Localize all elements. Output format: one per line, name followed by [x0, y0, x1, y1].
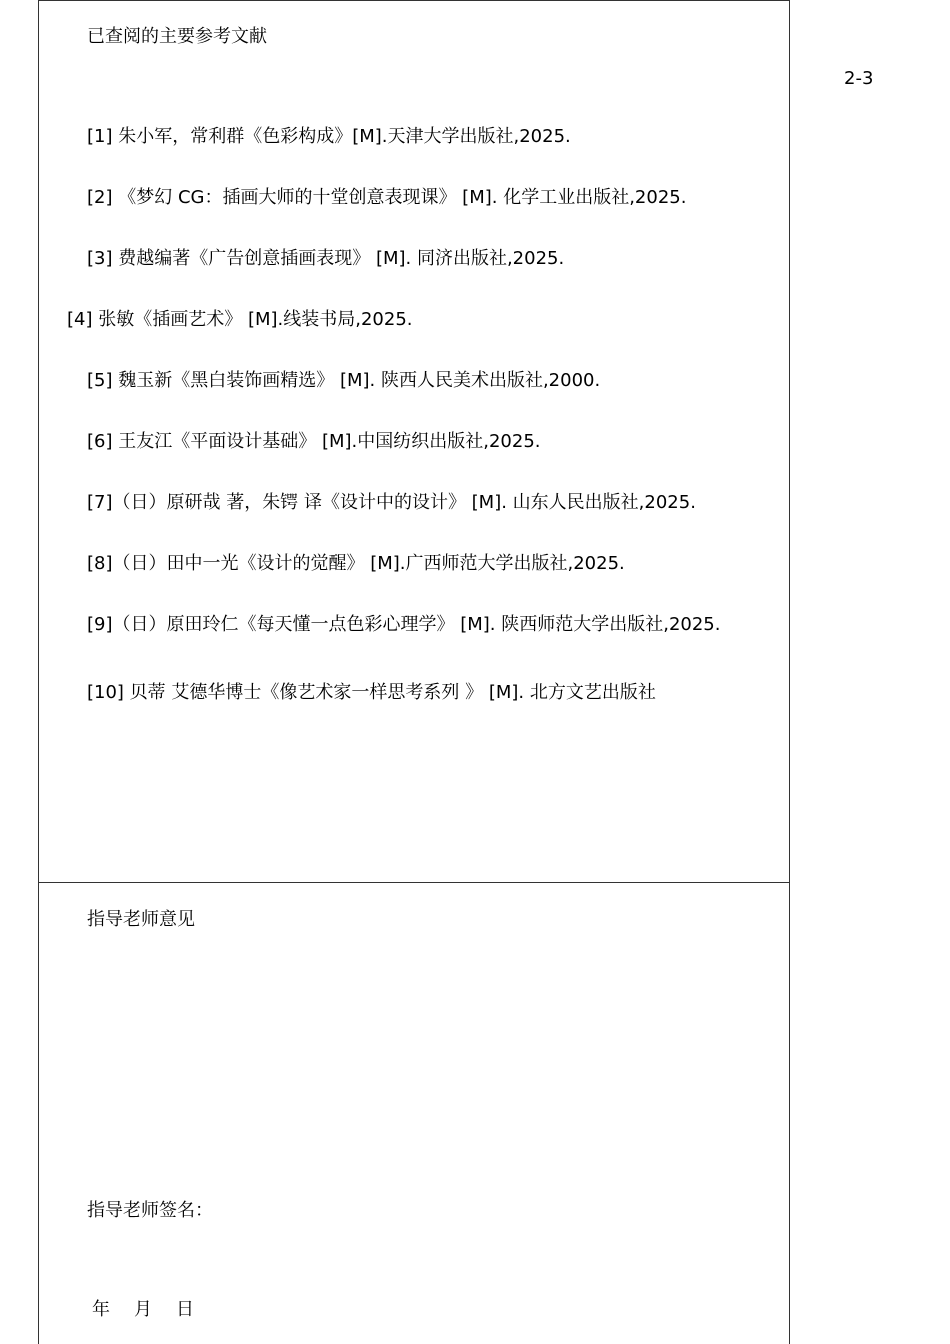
reference-item-2: [2] 《梦幻 CG：插画大师的十堂创意表现课》 [M]. 化学工业出版社,2025.	[87, 187, 687, 208]
date-day-label: 日	[176, 1299, 194, 1320]
advisor-opinion-heading: 指导老师意见	[87, 909, 195, 930]
reference-item-5: [5] 魏玉新《黑白装饰画精选》 [M]. 陕西人民美术出版社,2000.	[87, 370, 601, 391]
reference-item-7: [7]（日）原研哉 著，朱锷 译《设计中的设计》 [M]. 山东人民出版社,2025.	[87, 492, 696, 513]
references-heading: 已查阅的主要参考文献	[87, 26, 267, 47]
reference-item-3: [3] 费越编著《广告创意插画表现》 [M]. 同济出版社,2025.	[87, 248, 565, 269]
page-code: 2-3	[844, 68, 874, 89]
date-month-label: 月	[134, 1299, 152, 1320]
section-divider	[38, 882, 790, 883]
advisor-signature-label: 指导老师签名：	[87, 1200, 213, 1221]
reference-item-6: [6] 王友江《平面设计基础》 [M].中国纺织出版社,2025.	[87, 431, 541, 452]
reference-item-4: [4] 张敏《插画艺术》 [M].线装书局,2025.	[67, 309, 413, 330]
reference-item-10: [10] 贝蒂 艾德华博士《像艺术家一样思考系列 》 [M]. 北方文艺出版社	[87, 682, 656, 703]
reference-item-1: [1] 朱小军，常利群《色彩构成》[M].天津大学出版社,2025.	[87, 126, 571, 147]
date-year-label: 年	[92, 1299, 110, 1320]
signature-date	[92, 1295, 194, 1321]
reference-item-8: [8]（日）田中一光《设计的觉醒》 [M].广西师范大学出版社,2025.	[87, 553, 625, 574]
reference-item-9: [9]（日）原田玲仁《每天懂一点色彩心理学》 [M]. 陕西师范大学出版社,2025.	[87, 614, 721, 635]
